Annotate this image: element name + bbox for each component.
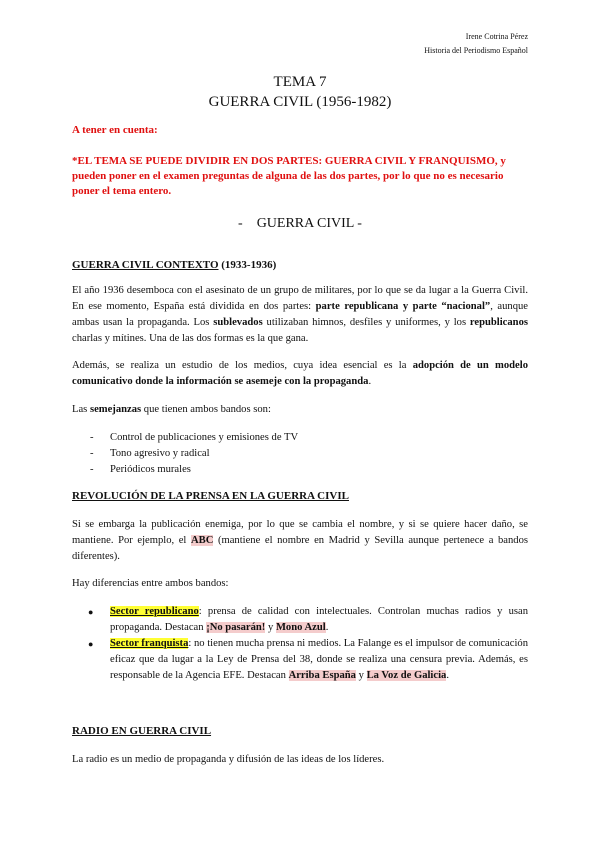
doc-subtitle: GUERRA CIVIL (1956-1982)	[208, 94, 392, 110]
s3-paragraph-1: La radio es un medio de propaganda y difusión de las ideas de los líderes.	[72, 754, 385, 765]
s1-bullet-list	[90, 430, 298, 478]
note-heading: A tener en cuenta:	[72, 124, 158, 136]
list-item-republicano: ● Sector republicano: prensa de calidad con intelectuales. Controlan muchas radios y usan propaganda. Destacan ¡No pasarán! y Mono Azul.	[88, 604, 528, 636]
s3-heading: RADIO EN GUERRA CIVIL	[72, 725, 212, 737]
list-item-franquista: ● Sector franquista: no tienen mucha prensa ni medios. La Falange es el impulsor de comunicación eficaz que da lugar a la Ley de Prensa del 38, donde se realiza una censura previa. Además, es responsable de la Agencia EFE. Destacan Arriba España y La Voz de Galicia.	[88, 636, 528, 684]
doc-title: TEMA 7	[273, 74, 327, 90]
s1-heading-rest: (1933-1936)	[218, 259, 277, 271]
s1-heading-underlined: GUERRA CIVIL CONTEXTO	[72, 259, 219, 271]
s2-sector-list	[88, 604, 528, 684]
s2-paragraph-1: Si se embarga la publicación enemiga, por lo que se cambia el nombre, y si se quiere hacer daño, se mantiene. Por ejemplo, el ABC (mantiene el nombre en Madrid y Sevilla aunque pertenece a bandos diferentes).	[72, 519, 528, 562]
list-item: - Control de publicaciones y emisiones de TV	[90, 430, 298, 446]
s1-paragraph-3: Las semejanzas que tienen ambos bandos son:	[72, 404, 271, 415]
s1-paragraph-2: Además, se realiza un estudio de los medios, cuya idea esencial es la adopción de un modelo comunicativo donde la información se asemeje con la propaganda.	[72, 360, 528, 387]
s2-heading: REVOLUCIÓN DE LA PRENSA EN LA GUERRA CIVIL	[72, 490, 349, 502]
section-title: - GUERRA CIVIL -	[238, 216, 362, 231]
s2-paragraph-2: Hay diferencias entre ambos bandos:	[72, 578, 229, 589]
list-item: - Tono agresivo y radical	[90, 446, 298, 462]
note-text: *EL TEMA SE PUEDE DIVIDIR EN DOS PARTES: GUERRA CIVIL Y FRANQUISMO, y pueden poner en el examen preguntas de alguna de las dos partes, por lo que no es necesario poner el tema entero.	[72, 155, 506, 197]
page-header	[424, 30, 528, 58]
s1-heading	[72, 259, 276, 271]
header-author: Irene Cotrina Pérez	[465, 32, 528, 41]
header-subject: Historia del Periodismo Español	[424, 46, 528, 55]
s1-paragraph-1: El año 1936 desemboca con el asesinato de un grupo de militares, por lo que se da lugar a la Guerra Civil. En ese momento, España está dividida en dos partes: parte republicana y parte “nacional”, aunque ambas usan la propaganda. Los sublevados utilizaban himnos, desfiles y uniformes, y los republicanos charlas y mítines. Una de las dos formas es la que gana.	[72, 285, 529, 344]
list-item: - Periódicos murales	[90, 462, 298, 478]
highlight-abc: ABC	[190, 535, 214, 546]
